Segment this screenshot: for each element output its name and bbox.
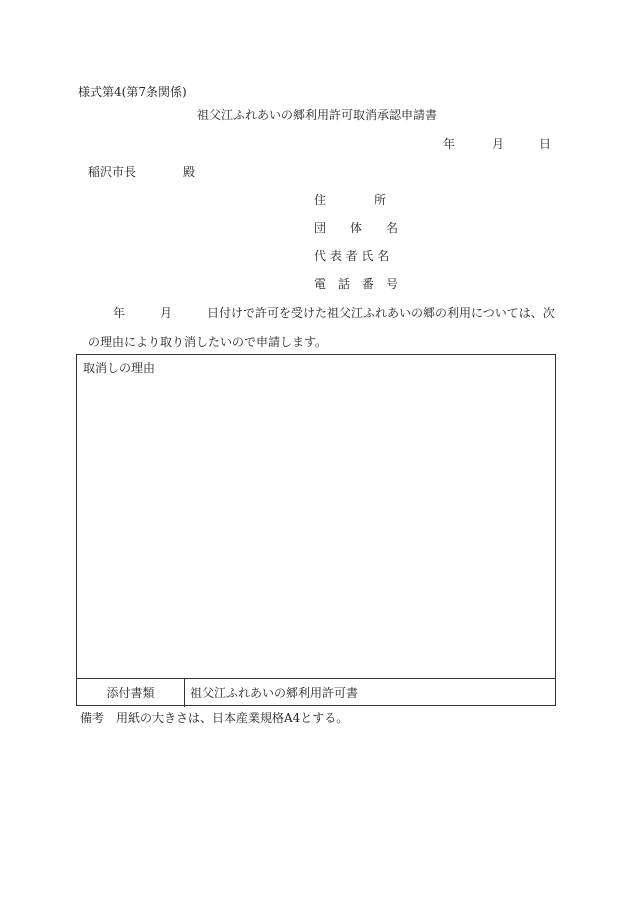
date-year-label: 年: [443, 137, 456, 151]
attachment-value: 祖父江ふれあいの郷利用許可書: [190, 686, 359, 700]
organization-label: 団 体 名: [314, 221, 399, 235]
body-line-2: の理由により取り消したいので申請します。: [88, 335, 328, 349]
body-line-1: 日付けで許可を受けた祖父江ふれあいの郷の利用については、次: [207, 306, 555, 320]
representative-label: 代 表 者 氏 名: [314, 249, 390, 263]
attachment-row: [77, 678, 555, 707]
phone-label: 電 話 番 号: [314, 277, 399, 291]
reason-label: 取消しの理由: [83, 361, 156, 375]
body-month-label: 月: [160, 306, 173, 320]
date-month-label: 月: [492, 137, 505, 151]
addressee-honorific: 殿: [183, 165, 196, 179]
body-year-label: 年: [113, 306, 126, 320]
date-day-label: 日: [539, 137, 552, 151]
note: 備考 用紙の大きさは、日本産業規格A4とする。: [80, 711, 349, 725]
document-title: 祖父江ふれあいの郷利用許可取消承認申請書: [197, 108, 438, 122]
addressee-name: 稲沢市長: [88, 165, 137, 179]
reason-box: [76, 354, 556, 706]
form-number: 様式第4(第7条関係): [78, 85, 187, 99]
attachment-label: 添付書類: [77, 679, 185, 707]
address-label: 住 所: [314, 193, 387, 207]
